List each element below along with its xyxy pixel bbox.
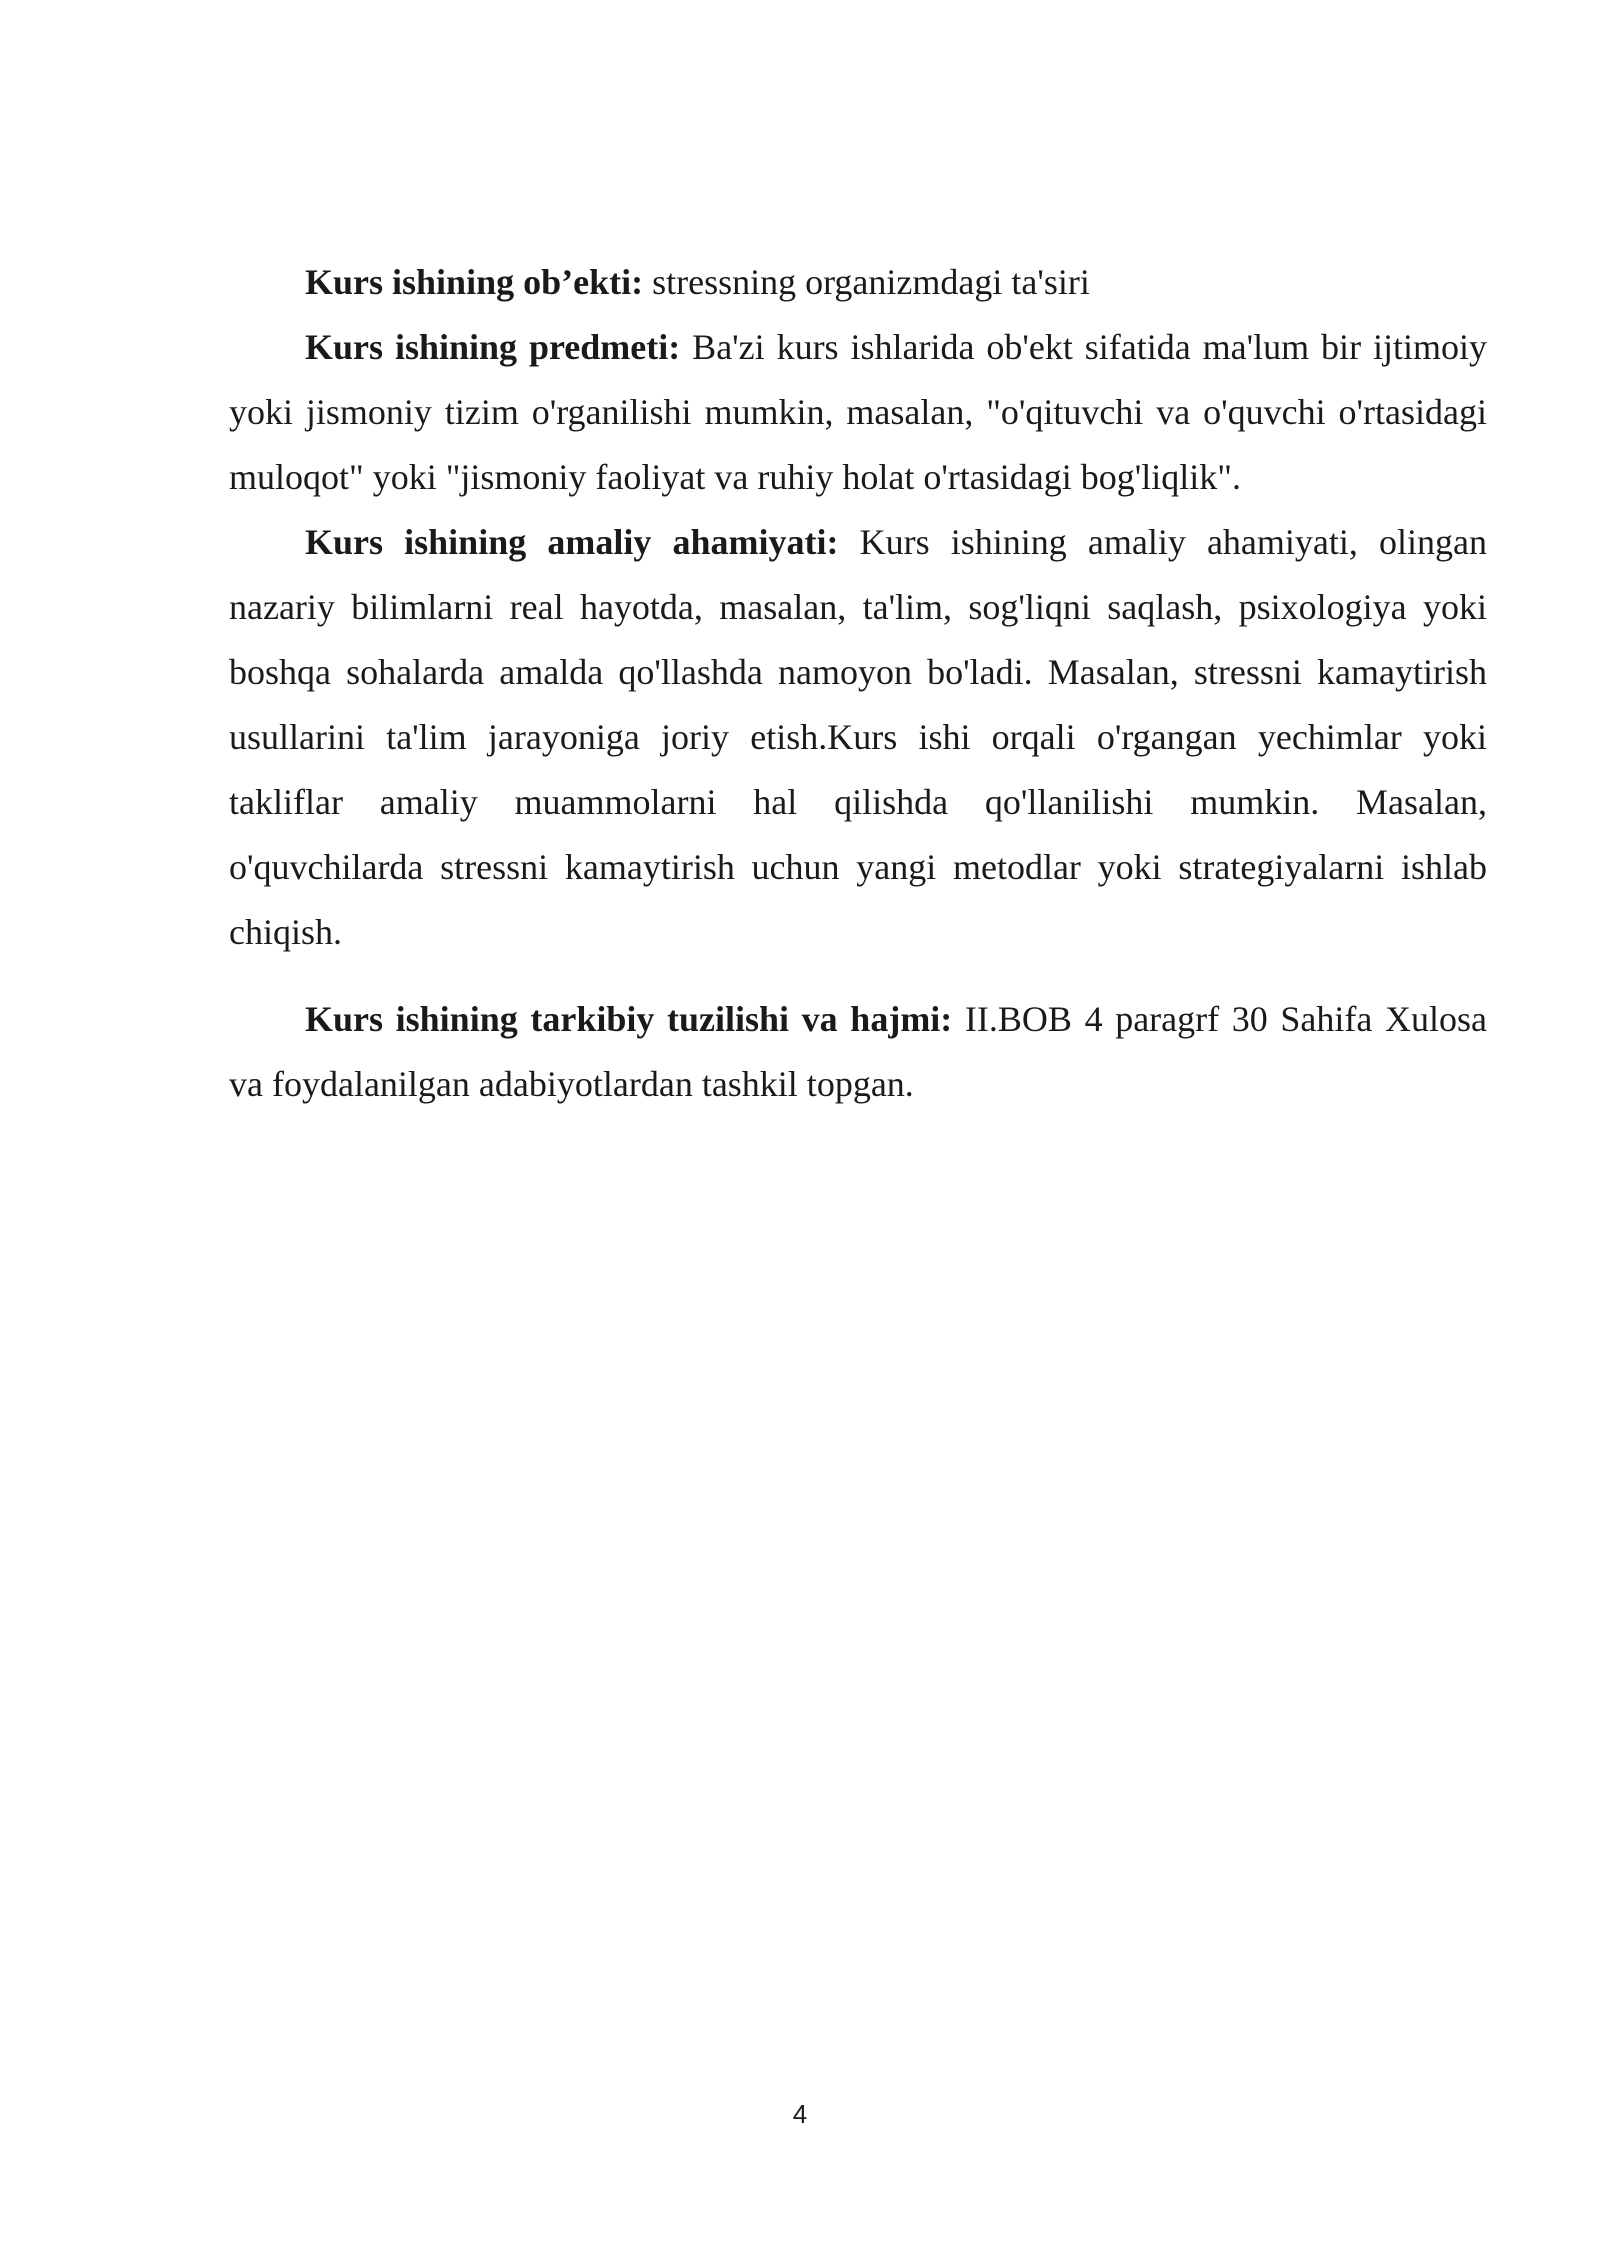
paragraph-practical-significance xyxy=(229,510,1487,965)
paragraph-subject-text: Ba'zi kurs ishlarida ob'ekt sifatida ma'lum bir ijtimoiy yoki jismoniy tizim o'rganilishi mumkin, masalan, "o'qituvchi va o'quvchi o'rtasidagi muloqot" yoki "jismoniy faoliyat va ruhiy holat o'rtasidagi bog'liqlik". xyxy=(229,327,1487,497)
paragraph-subject xyxy=(229,315,1487,510)
page-number: 4 xyxy=(792,2099,808,2129)
paragraph-object-label: Kurs ishining ob’ekti: xyxy=(305,262,644,302)
paragraph-structure xyxy=(229,987,1487,1117)
paragraph-practical-significance-label: Kurs ishining amaliy ahamiyati: xyxy=(305,522,839,562)
paragraph-object-text: stressning organizmdagi ta'siri xyxy=(643,262,1090,302)
paragraph-structure-label: Kurs ishining tarkibiy tuzilishi va hajmi: xyxy=(305,999,953,1039)
paragraph-practical-significance-text: Kurs ishining amaliy ahamiyati, olingan nazariy bilimlarni real hayotda, masalan, ta'lim, sog'liqni saqlash, psixologiya yoki boshqa sohalarda amalda qo'llashda namoyon bo'ladi. Masalan, stressni kamaytirish usullarini ta'lim jarayoniga joriy etish.Kurs ishi orqali o'rgangan yechimlar yoki takliflar amaliy muammolarni hal qilishda qo'llanilishi mumkin. Masalan, o'quvchilarda stressni kamaytirish uchun yangi metodlar yoki strategiyalarni ishlab chiqish. xyxy=(229,522,1488,952)
paragraph-object xyxy=(229,250,1487,315)
page-body xyxy=(229,250,1487,1117)
paragraph-structure-text: II.BOB 4 paragrf 30 Sahifa Xulosa va foydalanilgan adabiyotlardan tashkil topgan. xyxy=(229,999,1487,1104)
paragraph-subject-label: Kurs ishining predmeti: xyxy=(305,327,681,367)
